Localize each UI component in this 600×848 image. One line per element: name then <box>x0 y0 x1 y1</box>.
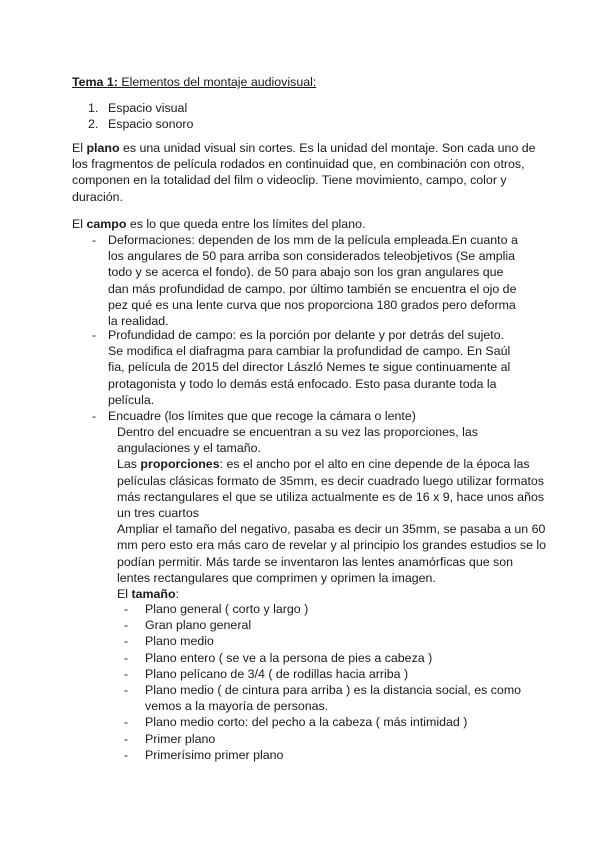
bullet-encuadre: - Encuadre (los límites que que recoge la cámara o lente) <box>92 409 416 423</box>
list-item: - Gran plano general <box>124 618 252 633</box>
list-item: 2. Espacio sonoro <box>88 117 194 132</box>
list-item: - Plano general ( corto y largo ) <box>124 602 309 616</box>
page-title <box>72 74 316 90</box>
list-item: - Plano medio <box>124 634 214 649</box>
title-bold: Tema 1: <box>72 75 118 89</box>
list-item: - Primer plano <box>124 731 216 746</box>
plano-paragraph: El plano es una unidad visual sin cortes. Es la unidad del montaje. Son cada uno de los fragmentos de película rodados en continuidad que, en combinación con otros, componen en la totalidad del film o videoclip. Tiene movimiento, campo, color y duración. <box>72 141 536 204</box>
list-item: 1. Espacio visual <box>88 101 188 115</box>
list-item: - Plano entero ( se ve a la persona de pies a cabeza ) <box>124 650 433 665</box>
title-rest: Elementos del montaje audiovisual: <box>121 75 317 89</box>
list-item: - Primerísimo primer plano <box>124 747 284 762</box>
numbered-list <box>88 100 193 132</box>
encuadre-paragraph: Dentro del encuadre se encuentran a su vez las proporciones, las angulaciones y el tamaño. Las proporciones: es el ancho por el alto en cine depende de la época las películas clásicas formato de 35mm, es decir cuadrado luego utilizar formatos más rectangulares el que se utiliza actualmente es de 16 x 9, hace unos años un tres cuartos Ampliar el tamaño del negativo, pasaba es decir un 35mm, se pasaba a un 60 mm pero esto era más caro de revelar y al principio los grandes estudios se lo podían permitir. Más tarde se inventaron las lentes anamórficas que son lentes rectangulares que comprimen y oprimen la imagen. El tamaño: <box>117 424 549 602</box>
bullet-profundidad: - Profundidad de campo: es la porción por delante y por detrás del sujeto. Se modifica el diafragma para cambiar la profundidad de campo. En Saúl fia, película de 2015 del director László Nemes te sigue continuamente al protagonista y todo lo demás está enfocado. Esto pasa durante toda la película. <box>92 328 511 407</box>
tamano-heading: El tamaño: <box>117 587 179 602</box>
sizes-list <box>124 601 544 763</box>
campo-paragraph: El campo es lo que queda entre los límites del plano. <box>72 217 366 231</box>
list-item: - Plano pelícano de 3/4 ( de rodillas hacia arriba ) <box>124 666 409 681</box>
proporciones-paragraph: Las proporciones: es el ancho por el alto en cine depende de la época las películas clásicas formato de 35mm, es decir cuadrado luego utilizar formatos más rectangulares el que se utiliza actualmente es de 16 x 9, hace unos años un tres cuartos <box>117 457 545 521</box>
bullet-deformaciones: - Deformaciones: dependen de los mm de la película empleada.En cuanto a los angulares de 50 para arriba son considerados teleobjetivos (Se amplia todo y se acerca el fondo). de 50 para abajo son los gran angulares que dan más profundidad de campo. por último también se encuentra el ojo de pez qué es una lente curva que nos proporciona 180 grados pero deforma la realidad. <box>92 233 518 329</box>
list-item: - Plano medio ( de cintura para arriba ) es la distancia social, es como vemos a la mayoría de personas. <box>124 683 522 714</box>
list-item: - Plano medio corto: del pecho a la cabeza ( más intimidad ) <box>124 715 468 730</box>
